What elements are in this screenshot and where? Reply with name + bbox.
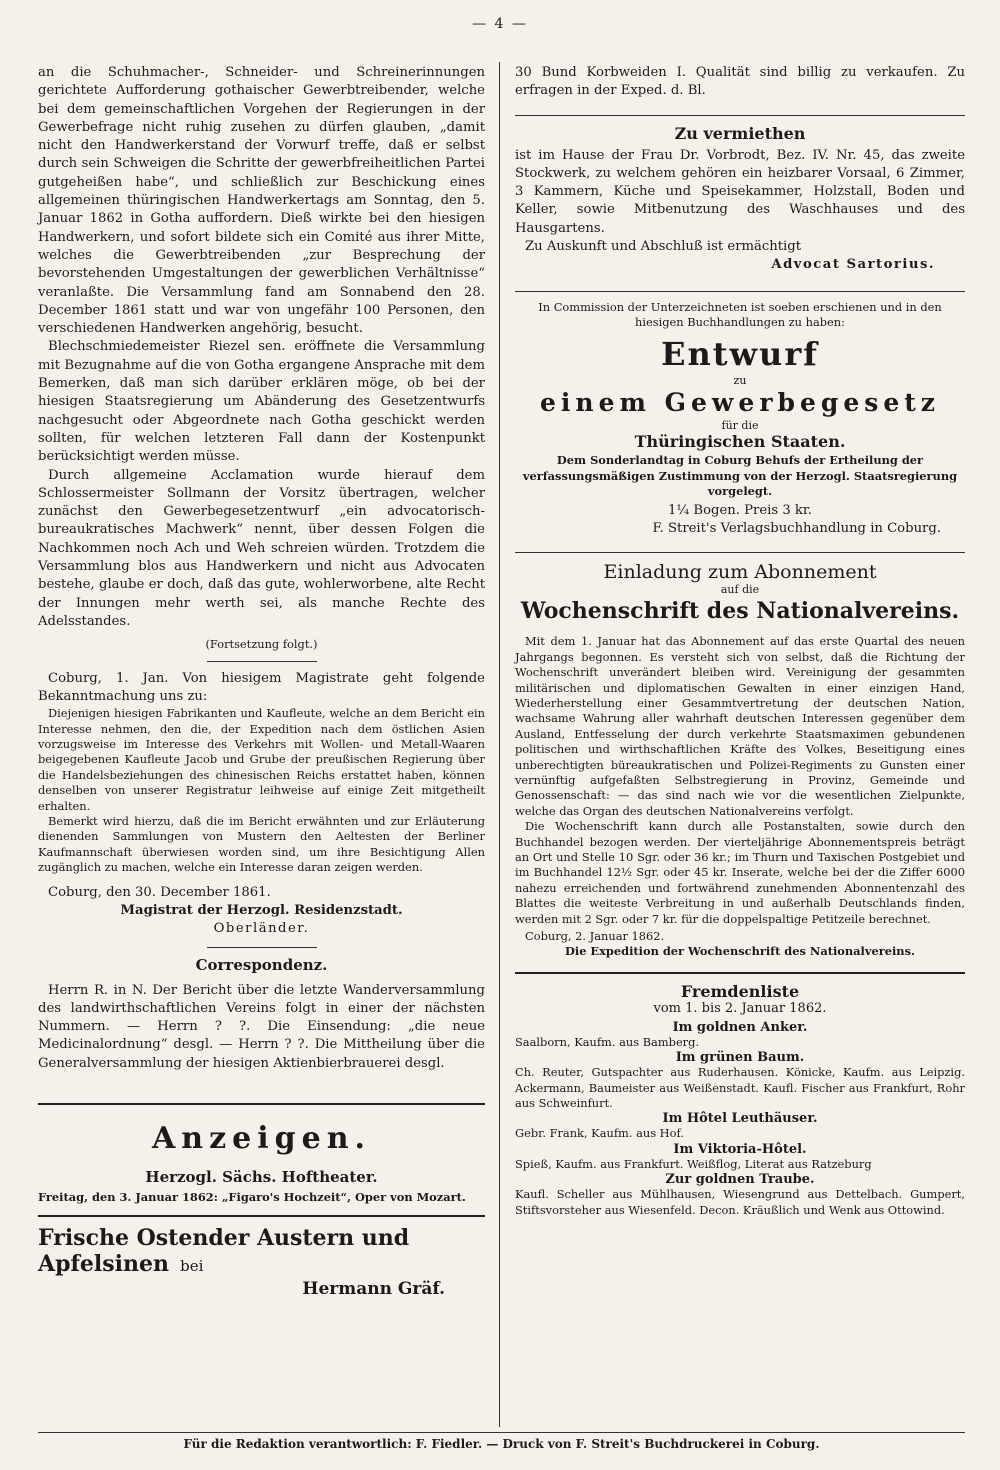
- anzeigen-heading: Anzeigen.: [152, 1121, 371, 1157]
- hotel-heading: Im Viktoria-Hôtel.: [673, 1141, 807, 1157]
- right-column: [515, 64, 965, 1218]
- subscription-paragraph: Die Wochenschrift kann durch alle Postanstalten, sowie durch den Buchhandel bezogen werden. Der vierteljährige Abonnementspreis beträgt an Ort und Stelle 10 Sgr. oder 36 kr.; im Thurn und Taxischen Postgebiet und im Buchhandel 12½ Sgr. oder 45 kr. Inserate, welche bei der die Ziffer 6000 nahezu erreichenden und fortwährend zunehmenden Abonnentenzahl des Blattes die weiteste Verbreitung in und außerhalb Deutschlands finden, werden mit 2 Sgr. oder 7 kr. für die doppelspaltige Petitzeile berechnet.: [515, 819, 965, 926]
- oyster-ad-bei: bei: [180, 1257, 204, 1276]
- divider: [38, 1103, 485, 1105]
- hotel-heading: Im grünen Baum.: [675, 1050, 805, 1066]
- article-paragraph: an die Schuhmacher-, Schneider- und Schreinerinnungen gerichtete Aufforderung gothaischer Gewerbtreibender, welche bei dem gemeinschaftlichen Vorgehen der Regierungen in der Gewerbefrage nicht ruhig zusehen zu dürfen glauben, „damit nicht den Handwerkerstand der Vorwurf treffe, daß er selbst durch sein Schweigen die Schritte der gewerbfreiheitlichen Partei gutgeheißen habe“, und schließlich zur Beschickung eines allgemeinen thüringischen Handwerkertags am Sonntag, den 5. Januar 1862 in Gotha auffordern. Dieß wirkte bei den hiesigen Handwerkern, und sofort bildete sich ein Comité aus ihrer Mitte, welches die Gewerbtreibenden „zur Besprechung der bevorstehenden Umgestaltungen der gewerblichen Verhältnisse“ veranlaßte. Die Versammlung fand am Sonnabend den 28. December 1861 statt und war von ungefähr 100 Personen, den verschiedenen Handwerken angehörig, besucht.: [38, 65, 485, 337]
- subscription-invitation: Einladung zum Abonnement: [603, 561, 877, 584]
- hotel-guests: Spieß, Kaufm. aus Frankfurt. Weißflog, Literat aus Ratzeburg: [515, 1156, 872, 1171]
- imprint-footer: Für die Redaktion verantwortlich: F. Fiedler. — Druck von F. Streit's Buchdruckerei in Coburg.: [38, 1432, 965, 1451]
- rent-info: Zu Auskunft und Abschluß ist ermächtigt: [525, 239, 802, 255]
- draft-price: 1¼ Bogen. Preis 3 kr.: [668, 502, 812, 518]
- continuation-note: (Fortsetzung folgt.): [205, 637, 318, 652]
- hotel-guests: Kaufl. Scheller aus Mühlhausen, Wiesengrund aus Dettelbach. Gumpert, Stiftsvorsteher aus Wiesenfeld. Decon. Kräußlich und Wenk aus Ottowind.: [515, 1187, 965, 1217]
- willow-ad: 30 Bund Korbweiden I. Qualität sind billig zu verkaufen. Zu erfragen in der Exped. d. Bl.: [515, 65, 965, 99]
- left-column: [38, 64, 485, 1299]
- divider: [515, 972, 965, 974]
- divider: [515, 291, 965, 292]
- hotel-heading: Zur goldnen Traube.: [665, 1172, 815, 1188]
- oyster-ad-line1: Frische Ostender Austern und: [38, 1225, 410, 1252]
- correspondence-text: Herrn R. in N. Der Bericht über die letzte Wanderversammlung des landwirthschaftlichen Vereins folgt in einer der nächsten Nummern. — Herrn ? ?. Die Einsendung: „die neue Medicinalordnung“ desgl. — Herrn ? ?. Die Mittheilung über die Generalversammlung der hiesigen Aktienbierbrauerei desgl.: [38, 982, 485, 1071]
- divider: [515, 115, 965, 116]
- correspondence-title: Correspondenz.: [195, 955, 328, 974]
- divider: [515, 552, 965, 553]
- announcement-paragraph: Diejenigen hiesigen Fabrikanten und Kaufleute, welche an dem Bericht ein Interesse nehmen, den die, der Expedition nach dem östlichen Asien vorzugsweise im Interesse des Verkehrs mit Wollen- und Metall-Waaren beigegebenen Kaufleute Jacob und Grube der preußischen Regierung über die Handelsbeziehungen des chinesischen Reichs erstattet haben, können denselben von unserer Registratur leihweise auf einige Zeit mitgetheilt erhalten.: [38, 706, 485, 813]
- divider: [207, 661, 317, 662]
- hotel-heading: Im goldnen Anker.: [672, 1019, 808, 1035]
- coburg-intro: Coburg, 1. Jan. Von hiesigem Magistrate geht folgende Bekanntmachung uns zu:: [38, 670, 485, 704]
- hotel-guests: Saalborn, Kaufm. aus Bamberg.: [515, 1034, 700, 1049]
- commission-note: In Commission der Unterzeichneten ist soeben erschienen und in den hiesigen Buchhandlungen zu haben:: [538, 299, 942, 330]
- theater-title: Herzogl. Sächs. Hoftheater.: [145, 1168, 378, 1187]
- rent-advocate: Advocat Sartorius.: [771, 257, 935, 273]
- hotel-guests: Gebr. Frank, Kaufm. aus Hof.: [515, 1126, 684, 1141]
- rent-text: ist im Hause der Frau Dr. Vorbrodt, Bez. IV. Nr. 45, das zweite Stockwerk, zu welchem gehören ein heizbarer Vorsaal, 6 Zimmer, 3 Kammern, Küche und Speisekammer, Holzstall, Boden und Keller, sowie Mitbenutzung des Waschhauses und des Hausgartens.: [515, 147, 965, 236]
- rent-title: Zu vermiethen: [674, 123, 806, 143]
- subscription-date: Coburg, 2. Januar 1862.: [525, 929, 665, 944]
- draft-states: Thüringischen Staaten.: [634, 432, 846, 452]
- theater-text: Freitag, den 3. Januar 1862: „Figaro's Hochzeit“, Oper von Mozart.: [38, 1190, 466, 1205]
- draft-landtag-note: Dem Sonderlandtag in Coburg Behufs der Ertheilung der verfassungsmäßigen Zustimmung von der Herzogl. Staatsregierung vorgelegt.: [522, 453, 958, 499]
- column-divider: [499, 62, 500, 1427]
- subscription-signature: Die Expedition der Wochenschrift des Nationalvereins.: [565, 944, 915, 959]
- hotel-heading: Im Hôtel Leuthäuser.: [662, 1111, 818, 1127]
- announcement-issuer: Magistrat der Herzogl. Residenzstadt.: [120, 902, 403, 918]
- draft-zu: zu: [733, 374, 747, 388]
- draft-fuer-die: für die: [721, 419, 759, 433]
- subscription-auf-die: auf die: [720, 583, 760, 597]
- hotel-guests: Ch. Reuter, Gutspachter aus Ruderhausen. Könicke, Kaufm. aus Leipzig. Ackermann, Baumeister aus Weißenstadt. Kaufl. Fischer aus Frankfurt, Rohr aus Schweinfurt.: [515, 1065, 965, 1111]
- draft-subtitle: einem Gewerbegesetz: [540, 388, 940, 418]
- announcement-signature: Oberländer.: [213, 921, 310, 937]
- oyster-ad-merchant: Hermann Gräf.: [302, 1279, 445, 1300]
- article-paragraph: Durch allgemeine Acclamation wurde hierauf dem Schlossermeister Sollmann der Vorsitz übertragen, welcher zunächst den Gewerbegesetzentwurf „ein advocatorisch-bureaukratisches Machwerk“ nennt, über dessen Folgen die Nachkommen noch Ach und Weh schreien würden. Trotzdem die Versammlung blos aus Handwerkern und nicht aus Advocaten bestehe, glaube er doch, daß das gute, wohlerworbene, alte Recht der Innungen mehr werth sei, als manche Rechte des Adelsstandes.: [38, 467, 485, 629]
- guest-list-dates: vom 1. bis 2. Januar 1862.: [653, 1000, 827, 1016]
- draft-publisher: F. Streit's Verlagsbuchhandlung in Coburg.: [652, 521, 941, 536]
- weekly-title: Wochenschrift des Nationalvereins.: [520, 598, 960, 625]
- guest-list-title: Fremdenliste: [680, 981, 800, 1001]
- divider: [38, 1215, 485, 1217]
- divider: [207, 947, 317, 948]
- oyster-ad-oranges: Apfelsinen: [38, 1251, 170, 1278]
- announcement-paragraph: Bemerkt wird hierzu, daß die im Bericht erwähnten und zur Erläuterung dienenden Sammlungen von Mustern den Aeltesten der Berliner Kaufmannschaft überwiesen worden sind, um ihre Besichtigung Allen zugänglich zu machen, welche ein Interesse daran zeigen werden.: [38, 814, 485, 875]
- announcement-date: Coburg, den 30. December 1861.: [48, 884, 271, 900]
- subscription-paragraph: Mit dem 1. Januar hat das Abonnement auf das erste Quartal des neuen Jahrgangs begonnen. Es versteht sich von selbst, daß die Richtung der Wochenschrift unverändert bleiben wird. Vereinigung der gesammten militärischen und diplomatischen Gewalten in einer einzigen Hand, Wiederherstellung einer Gesammtvertretung der deutschen Nation, wachsame Wahrung aller wahrhaft deutschen Interessen gegenüber dem Ausland, Entfesselung der durch verkehrte Staatsmaximen gebundenen politischen und wirthschaftlichen Kräfte des Volkes, Beseitigung eines unberechtigten büreaukratischen und Polizei-Regiments zu Gunsten einer vernünftig aufgefaßten Selbstregierung in Provinz, Gemeinde und Genossenschaft: — das sind nach wie vor die wesentlichen Zielpunkte, welche das Organ des deutschen Nationalvereins verfolgt.: [515, 634, 965, 818]
- article-paragraph: Blechschmiedemeister Riezel sen. eröffnete die Versammlung mit Bezugnahme auf die von Gotha ergangene Ansprache mit dem Bemerken, daß man sich darüber erklären möge, ob bei der hiesigen Staatsregierung um Abänderung des Gesetzentwurfs nachgesucht oder Abgeordnete nach Gotha geschickt werden sollten, für welchen letzteren Fall dann der Kostenpunkt berücksichtigt werden müsse.: [38, 339, 485, 465]
- draft-title: Entwurf: [661, 335, 819, 374]
- page-number: — 4 —: [472, 16, 528, 32]
- oyster-ad-line2: [38, 1251, 485, 1279]
